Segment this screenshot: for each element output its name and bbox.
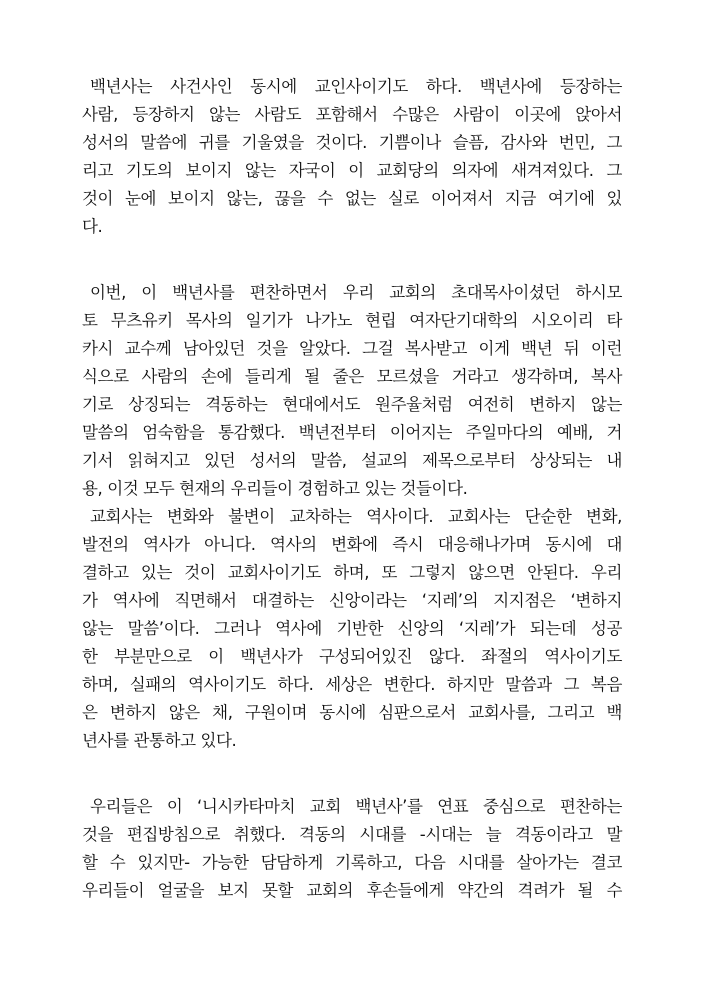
text-line: 리고 기도의 보이지 않는 자국이 이 교회당의 의자에 새겨져있다. 그 [82, 161, 622, 180]
text-line: 가 역사에 직면해서 대결하는 신앙이라는 ‘지레’의 지지점은 ‘변하지 [82, 591, 622, 610]
text-line: 기로 상징되는 격동하는 현대에서도 원주율처럼 여전히 변하지 않는 [82, 395, 622, 414]
text-line: 말씀의 엄숙함을 통감했다. 백년전부터 이어지는 주일마다의 예배, 거 [82, 423, 622, 442]
text-line: 년사를 관통하고 있다. [82, 731, 237, 750]
text-line: 우리들은 이 ‘니시카타마치 교회 백년사’를 연표 중심으로 편찬하는 [90, 797, 622, 816]
text-line: 하며, 실패의 역사이기도 하다. 세상은 변한다. 하지만 말씀과 그 복음 [82, 675, 622, 694]
text-line: 것을 편집방침으로 취했다. 격동의 시대를 -시대는 늘 격동이라고 말 [82, 825, 622, 844]
text-line: 용, 이것 모두 현재의 우리들이 경험하고 있는 것들이다. [82, 479, 468, 498]
text-line: 다. [82, 217, 103, 236]
text-line: 성서의 말씀에 귀를 기울였을 것이다. 기쁨이나 슬픔, 감사와 번민, 그 [82, 133, 622, 152]
text-line: 한 부분만으로 이 백년사가 구성되어있진 않다. 좌절의 역사이기도 [82, 647, 622, 666]
text-line: 백년사는 사건사인 동시에 교인사이기도 하다. 백년사에 등장하는 [90, 77, 622, 96]
text-line: 사람, 등장하지 않는 사람도 포함해서 수많은 사람이 이곳에 앉아서 [82, 105, 622, 124]
text-line: 이번, 이 백년사를 편찬하면서 우리 교회의 초대목사이셨던 하시모 [90, 283, 622, 302]
text-line: 카시 교수께 남아있던 것을 알았다. 그걸 복사받고 이게 백년 뒤 이런 [82, 339, 622, 358]
text-line: 것이 눈에 보이지 않는, 끊을 수 없는 실로 이어져서 지금 여기에 있 [82, 189, 622, 208]
text-line: 할 수 있지만- 가능한 담담하게 기록하고, 다음 시대를 살아가는 결코 [82, 853, 622, 872]
text-line: 토 무츠유키 목사의 일기가 나가노 현립 여자단기대학의 시오이리 타 [82, 311, 622, 330]
text-line: 기서 읽혀지고 있던 성서의 말씀, 설교의 제목으로부터 상상되는 내 [82, 451, 622, 470]
text-line: 결하고 있는 것이 교회사이기도 하며, 또 그렇지 않으면 안된다. 우리 [82, 563, 622, 582]
text-line: 교회사는 변화와 불변이 교차하는 역사이다. 교회사는 단순한 변화, [90, 507, 622, 526]
text-line: 은 변하지 않은 채, 구원이며 동시에 심판으로서 교회사를, 그리고 백 [82, 703, 622, 722]
text-line: 발전의 역사가 아니다. 역사의 변화에 즉시 대응해나가며 동시에 대 [82, 535, 622, 554]
text-line: 식으로 사람의 손에 들리게 될 줄은 모르셨을 거라고 생각하며, 복사 [82, 367, 622, 386]
text-line: 우리들이 얼굴을 보지 못할 교회의 후손들에게 약간의 격려가 될 수 [82, 881, 622, 900]
text-line: 않는 말씀’이다. 그러나 역사에 기반한 신앙의 ‘지레’가 되는데 성공 [82, 619, 622, 638]
